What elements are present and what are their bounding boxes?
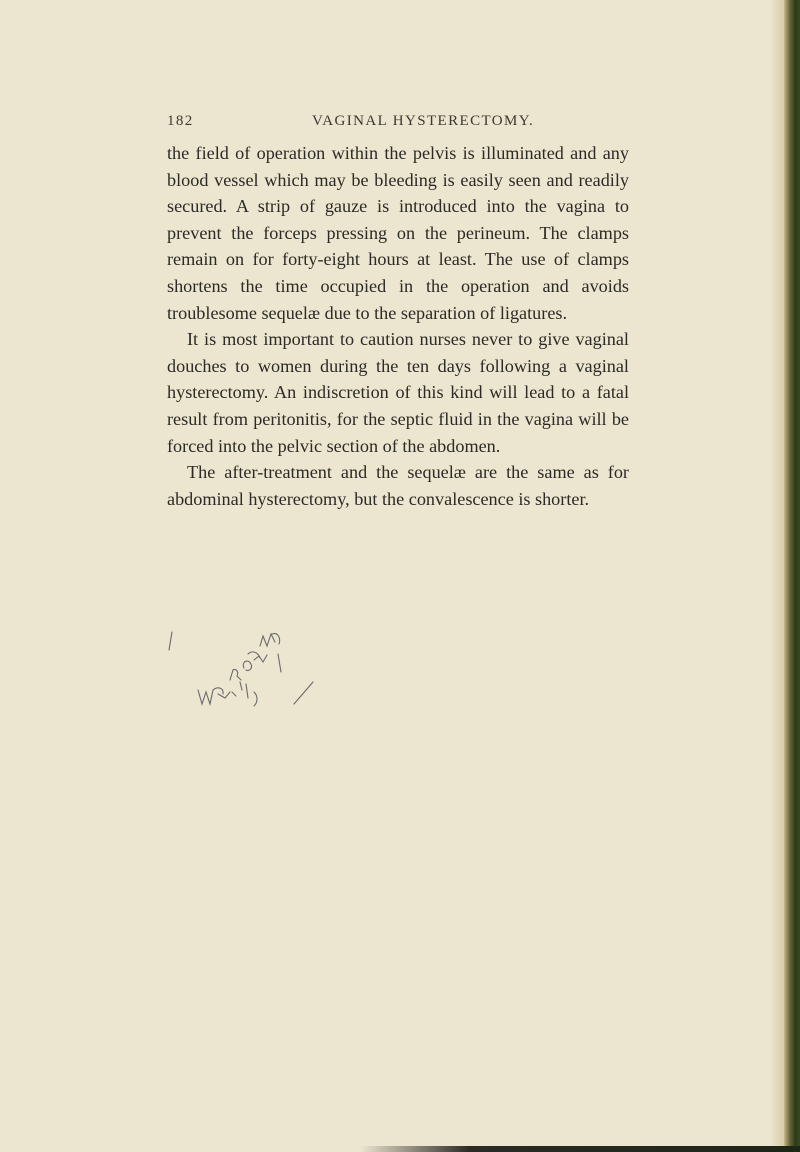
paragraph-nurses-caution: It is most important to caution nurses never to give vaginal douches to women during the ten days following a vaginal hysterectomy. An indiscretion of this kind will lead to a fatal result from peritonitis, for the septic fluid in the vagina will be forced into the pelvic section of the abdomen. [167,329,629,456]
page-number: 182 [167,113,194,129]
running-title: VAGINAL HYSTERECTOMY. [312,113,535,129]
page-bottom-edge [360,1146,800,1152]
pencil-marginalia-mark [168,628,338,718]
binding-shadow [770,0,784,1152]
paragraph-continuation: the field of operation within the pelvis is illuminated and any blood vessel which may be bleeding is easily seen and readily secured. A strip of gauze is introduced into the vagina to prevent the forceps pressing on the perineum. The clamps remain on for forty-eight hours at least. The use of clamps shortens the time occupied in the operation and avoids troublesome sequelæ due to the separation of ligatures. [167,143,629,323]
body-text [167,140,629,512]
running-head [167,113,627,130]
book-binding-edge [784,0,800,1152]
paragraph-after-treatment: The after-treatment and the sequelæ are the same as for abdominal hysterectomy, but the convalescence is shorter. [167,462,629,509]
